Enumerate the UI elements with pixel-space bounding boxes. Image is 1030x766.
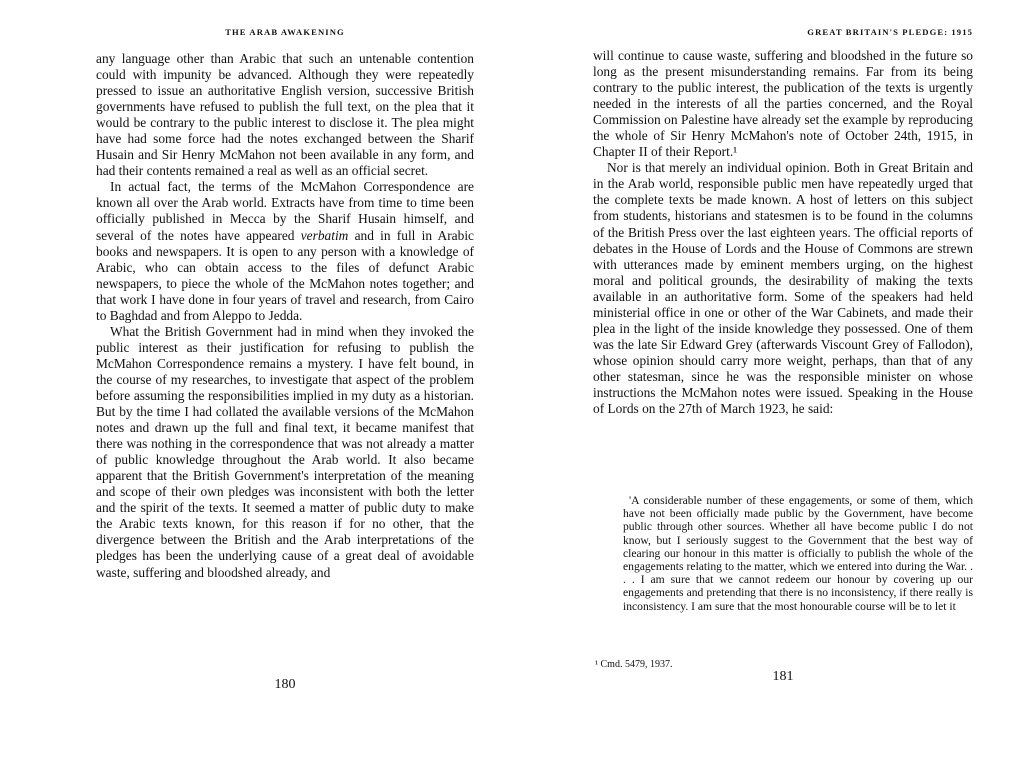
footnote: ¹ Cmd. 5479, 1937. bbox=[595, 659, 673, 670]
quote-text: 'A considerable number of these engagements, or some of them, which have not been officially made public by the Government, have become public through other sources. Whether all have become public I do not know, but I seriously suggest to the Government that the best way of clearing our honour in this matter is officially to publish the whole of the engagements relating to the matter, which we entered into during the War. . . . I am sure that we cannot redeem our honour by covering up our engagements and pretending that there is no inconsistency, if there really is inconsistency. I am sure that the most honourable course will be to let it bbox=[623, 494, 973, 613]
paragraph: will continue to cause waste, suffering and bloodshed in the future so long as the present misunderstanding remains. Far from its being contrary to the public interest, the publication of the texts is urgently needed in the interests of all the parties concerned, and the Royal Commission on Palestine have already set the example by reproducing the whole of Sir Henry McMahon's note of October 24th, 1915, in Chapter II of their Report.¹ bbox=[593, 48, 973, 160]
running-head-right: GREAT BRITAIN'S PLEDGE: 1915 bbox=[807, 27, 973, 37]
paragraph: any language other than Arabic that such an untenable contention could with impunity be advanced. Although they were repeatedly pressed to issue an authoritative English version, successive British governments have refused to publish the full text, on the plea that it would be contrary to the public interest to disclose it. The plea might have had some force had the notes exchanged between the Sharif Husain and Sir Henry McMahon not been available in any form, and had their contents remained a real as well as an official secret. bbox=[96, 51, 474, 179]
page-number-right: 181 bbox=[772, 669, 794, 684]
running-head-left: THE ARAB AWAKENING bbox=[225, 27, 345, 37]
paragraph: Nor is that merely an individual opinion. Both in Great Britain and in the Arab world, responsible public men have repeatedly urged that the complete texts be made known. A host of letters on this subject from students, historians and statesmen is to be found in the columns of the British Press over the last eighteen years. The official reports of debates in the House of Lords and the House of Commons are strewn with utterances made by eminent members urging, on the highest moral and political grounds, the desirability of making the texts available in an authoritative form. Some of the speakers had held ministerial office in one or other of the War Cabinets, and made their plea in the light of the inside knowledge they possessed. One of them was the late Sir Edward Grey (afterwards Viscount Grey of Fallodon), whose opinion should carry more weight, perhaps, than that of any other statesman, since he was the responsible minister on whose instructions the McMahon notes were issued. Speaking in the House of Lords on the 27th of March 1923, he said: bbox=[593, 160, 973, 417]
right-page bbox=[593, 0, 973, 766]
paragraph: What the British Government had in mind when they invoked the public interest as their justification for refusing to publish the McMahon Correspondence remains a mystery. I have felt bound, in the course of my researches, to investigate that aspect of the problem before assuming the responsibilities implied in my duty as a historian. But by the time I had collated the available versions of the McMahon notes and drawn up the full and final text, it became manifest that there was nothing in the correspondence that was not already a matter of public knowledge throughout the Arab world. It also became apparent that the British Government's interpretation of the meaning and scope of their own pledges was inconsistent with both the letter and the spirit of the texts. It seemed a matter of public duty to make the Arabic texts known, for this reason if for no other, that the divergence between the British and the Arab interpretations of the pledges has been the underlying cause of a great deal of avoidable waste, suffering and bloodshed already, and bbox=[96, 323, 474, 580]
block-quote bbox=[623, 494, 973, 613]
right-body-text bbox=[593, 48, 973, 417]
left-page bbox=[96, 0, 474, 766]
paragraph: In actual fact, the terms of the McMahon Correspondence are known all over the Arab world. Extracts have from time to time been officially published in Mecca by the Sharif Husain himself, and several of the notes have appeared verbatim and in full in Arabic books and newspapers. It is open to any person with a knowledge of Arabic, who can obtain access to the files of defunct Arabic newspapers, to piece the whole of the McMahon notes together; and that work I have done in four years of travel and research, from Cairo to Baghdad and from Aleppo to Jedda. bbox=[96, 179, 474, 323]
emphasis: verbatim bbox=[300, 227, 349, 243]
left-body-text bbox=[96, 51, 474, 581]
page-number-left: 180 bbox=[274, 677, 296, 692]
